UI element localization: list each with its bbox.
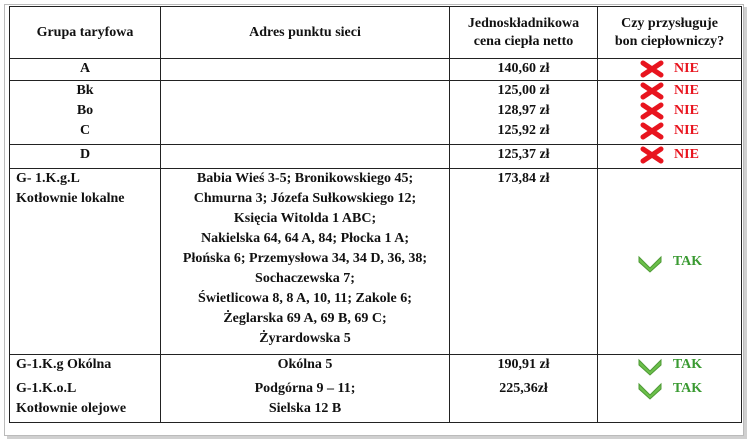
- status-text: NIE: [674, 123, 699, 138]
- status-cell: [604, 355, 735, 375]
- red-x-icon: [640, 146, 664, 164]
- table-row: [10, 169, 742, 355]
- address-line: Sochaczewska 7;: [255, 271, 355, 286]
- group-cell: Bo: [76, 103, 94, 118]
- group-cell: G-1.K.g Okólna: [16, 357, 112, 372]
- address-line: Żyrardowska 5: [259, 331, 351, 346]
- group-cell: A: [79, 61, 91, 76]
- group-cell: G-1.K.o.L: [16, 381, 77, 396]
- address-cell: [161, 81, 450, 145]
- address-line: Świetlicowa 8, 8 A, 10, 11; Zakole 6;: [198, 291, 412, 306]
- group-cell: Bk: [76, 83, 94, 98]
- red-x-icon: [640, 122, 664, 140]
- red-x-icon: [640, 60, 664, 78]
- table-row: [10, 145, 742, 169]
- address-line: Babia Wieś 3-5; Bronikowskiego 45;: [196, 171, 414, 186]
- status-cell: [604, 379, 735, 399]
- red-x-icon: [640, 82, 664, 100]
- status-text: NIE: [674, 83, 699, 98]
- green-check-icon: [637, 354, 663, 376]
- address-line: Płońska 6; Przemysłowa 34, 34 D, 36, 38;: [182, 251, 428, 266]
- tariff-table: [9, 6, 742, 423]
- address-line: Chmurna 3; Józefa Sułkowskiego 12;: [193, 191, 417, 206]
- header-bon: Czy przysługuje bon ciepłowniczy?: [598, 7, 742, 59]
- price-cell: 128,97 zł: [497, 103, 550, 118]
- status-cell: [604, 59, 735, 79]
- group-cell: C: [79, 123, 91, 138]
- table-row: [10, 355, 742, 423]
- header-price: Jednoskładnikowa cena ciepła netto: [450, 7, 598, 59]
- status-cell: [604, 121, 735, 141]
- group-cell: D: [79, 147, 91, 162]
- price-cell: 125,92 zł: [497, 123, 550, 138]
- address-cell: [161, 59, 450, 81]
- address-cell: [161, 145, 450, 169]
- status-cell: [604, 101, 735, 121]
- status-text: TAK: [672, 381, 703, 396]
- status-cell: [604, 81, 735, 101]
- price-cell: 173,84 zł: [497, 171, 550, 186]
- price-cell: 125,37 zł: [497, 147, 550, 162]
- status-cell: [604, 247, 735, 277]
- status-text: NIE: [674, 61, 699, 76]
- status-text: NIE: [674, 103, 699, 118]
- address-line: Żeglarska 69 A, 69 B, 69 C;: [223, 311, 387, 326]
- status-text: NIE: [674, 147, 699, 162]
- status-text: TAK: [672, 253, 703, 269]
- address-line: Okólna 5: [277, 357, 333, 372]
- green-check-icon: [637, 378, 663, 400]
- price-cell: 225,36zł: [499, 381, 548, 396]
- address-line: Księcia Witolda 1 ABC;: [233, 211, 377, 226]
- header-group: Grupa taryfowa: [10, 7, 161, 59]
- group-cell: Kotłownie olejowe: [16, 401, 127, 416]
- green-check-icon: [637, 251, 663, 273]
- table-row: [10, 59, 742, 81]
- header-address: Adres punktu sieci: [161, 7, 450, 59]
- price-cell: 140,60 zł: [497, 61, 550, 76]
- address-line: Podgórna 9 – 11;: [254, 381, 356, 396]
- red-x-icon: [640, 102, 664, 120]
- status-text: TAK: [672, 357, 703, 372]
- price-cell: 190,91 zł: [497, 357, 550, 372]
- status-cell: [604, 145, 735, 165]
- address-line: Nakielska 64, 64 A, 84; Płocka 1 A;: [200, 231, 410, 246]
- address-line: Sielska 12 B: [268, 401, 342, 416]
- price-cell: 125,00 zł: [497, 83, 550, 98]
- group-cell: Kotłownie lokalne: [16, 191, 125, 206]
- group-cell: G- 1.K.g.L: [16, 171, 80, 186]
- table-row: [10, 81, 742, 145]
